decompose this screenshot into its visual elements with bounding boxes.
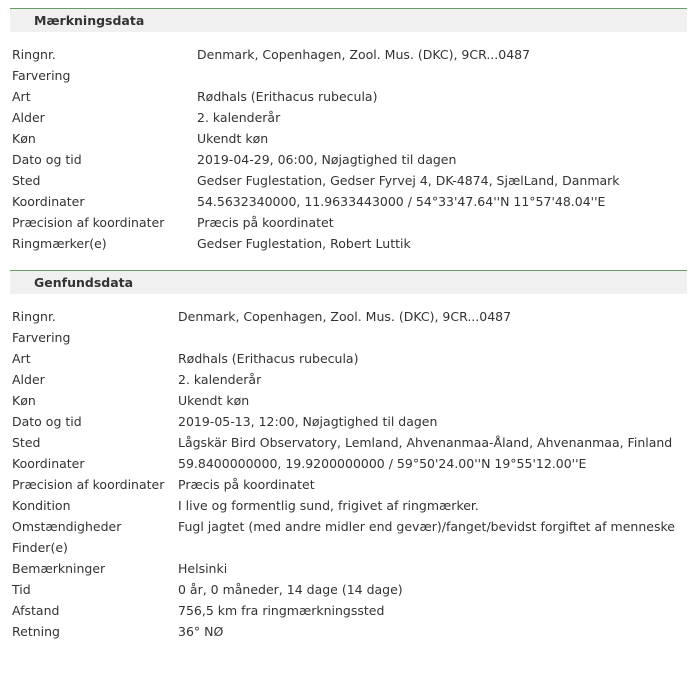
- marking-row-ringer: [10, 233, 687, 254]
- row-label: Køn: [12, 393, 36, 408]
- row-label: Omstændigheder: [12, 519, 122, 534]
- row-value: 2. kalenderår: [197, 110, 281, 125]
- row-label: Bemærkninger: [12, 561, 106, 576]
- recovery-row-color-ring: [10, 327, 687, 348]
- row-label: Sted: [12, 173, 41, 188]
- recovery-row-remarks: [10, 558, 687, 579]
- row-value: 36° NØ: [178, 624, 224, 639]
- marking-row-sex: [10, 128, 687, 149]
- row-label: Dato og tid: [12, 414, 82, 429]
- recovery-data-list: [10, 294, 687, 642]
- row-value: 54.5632340000, 11.9633443000 / 54°33'47.64''N 11°57'48.04''E: [197, 194, 606, 209]
- row-value: Denmark, Copenhagen, Zool. Mus. (DKC), 9CR...0487: [197, 47, 531, 62]
- row-value: I live og formentlig sund, frigivet af ringmærker.: [178, 498, 479, 513]
- recovery-row-date-time: [10, 411, 687, 432]
- marking-row-date-time: [10, 149, 687, 170]
- row-value: Præcis på koordinatet: [178, 477, 315, 492]
- marking-data-list: [10, 32, 687, 254]
- row-value: Ukendt køn: [178, 393, 250, 408]
- recovery-row-condition: [10, 495, 687, 516]
- recovery-data-section: [10, 270, 687, 642]
- marking-row-place: [10, 170, 687, 191]
- marking-row-coordinate-precision: [10, 212, 687, 233]
- row-label: Farvering: [12, 330, 71, 345]
- row-value: 2. kalenderår: [178, 372, 262, 387]
- row-value: Gedser Fuglestation, Gedser Fyrvej 4, DK-4874, SjælLand, Danmark: [197, 173, 620, 188]
- row-label: Koordinater: [12, 194, 85, 209]
- row-value: Præcis på koordinatet: [197, 215, 334, 230]
- row-label: Præcision af koordinater: [12, 477, 165, 492]
- row-label: Koordinater: [12, 456, 85, 471]
- marking-data-section: [10, 8, 687, 254]
- row-value: [178, 537, 681, 558]
- recovery-row-coordinates: [10, 453, 687, 474]
- row-value: Lågskär Bird Observatory, Lemland, Ahvenanmaa-Åland, Ahvenanmaa, Finland: [178, 435, 673, 450]
- row-label: Art: [12, 351, 31, 366]
- row-label: Alder: [12, 110, 45, 125]
- row-label: Retning: [12, 624, 60, 639]
- recovery-row-distance: [10, 600, 687, 621]
- row-label: Finder(e): [12, 540, 68, 555]
- row-label: Kondition: [12, 498, 71, 513]
- marking-row-age: [10, 107, 687, 128]
- recovery-row-coordinate-precision: [10, 474, 687, 495]
- recovery-row-finder: [10, 537, 687, 558]
- recovery-row-elapsed-time: [10, 579, 687, 600]
- row-value: Gedser Fuglestation, Robert Luttik: [197, 236, 411, 251]
- row-label: Køn: [12, 131, 36, 146]
- row-value: Fugl jagtet (med andre midler end gevær)/fanget/bevidst forgiftet af menneske: [178, 519, 675, 534]
- row-label: Præcision af koordinater: [12, 215, 165, 230]
- marking-row-species: [10, 86, 687, 107]
- marking-row-ring-number: [10, 44, 687, 65]
- row-label: Dato og tid: [12, 152, 82, 167]
- row-label: Farvering: [12, 68, 71, 83]
- row-value: 2019-05-13, 12:00, Nøjagtighed til dagen: [178, 414, 438, 429]
- marking-row-coordinates: [10, 191, 687, 212]
- row-value: 2019-04-29, 06:00, Nøjagtighed til dagen: [197, 152, 457, 167]
- row-label: Ringmærker(e): [12, 236, 107, 251]
- recovery-row-age: [10, 369, 687, 390]
- marking-row-color-ring: [10, 65, 687, 86]
- row-value: 756,5 km fra ringmærkningssted: [178, 603, 385, 618]
- row-value: [197, 65, 687, 86]
- marking-data-header: Mærkningsdata: [10, 8, 687, 32]
- row-value: Helsinki: [178, 561, 228, 576]
- recovery-row-species: [10, 348, 687, 369]
- recovery-row-place: [10, 432, 687, 453]
- row-label: Art: [12, 89, 31, 104]
- row-label: Alder: [12, 372, 45, 387]
- recovery-row-direction: [10, 621, 687, 642]
- row-value: Rødhals (Erithacus rubecula): [197, 89, 378, 104]
- row-label: Tid: [12, 582, 31, 597]
- row-value: 0 år, 0 måneder, 14 dage (14 dage): [178, 582, 403, 597]
- row-value: Ukendt køn: [197, 131, 269, 146]
- row-value: 59.8400000000, 19.9200000000 / 59°50'24.00''N 19°55'12.00''E: [178, 456, 587, 471]
- row-label: Ringnr.: [12, 47, 56, 62]
- row-value: Rødhals (Erithacus rubecula): [178, 351, 359, 366]
- row-label: Afstand: [12, 603, 60, 618]
- recovery-row-ring-number: [10, 306, 687, 327]
- row-label: Sted: [12, 435, 41, 450]
- row-value: [178, 327, 681, 348]
- row-value: Denmark, Copenhagen, Zool. Mus. (DKC), 9CR...0487: [178, 309, 512, 324]
- recovery-row-sex: [10, 390, 687, 411]
- recovery-data-header: Genfundsdata: [10, 270, 687, 294]
- recovery-row-circumstances: [10, 516, 687, 537]
- row-label: Ringnr.: [12, 309, 56, 324]
